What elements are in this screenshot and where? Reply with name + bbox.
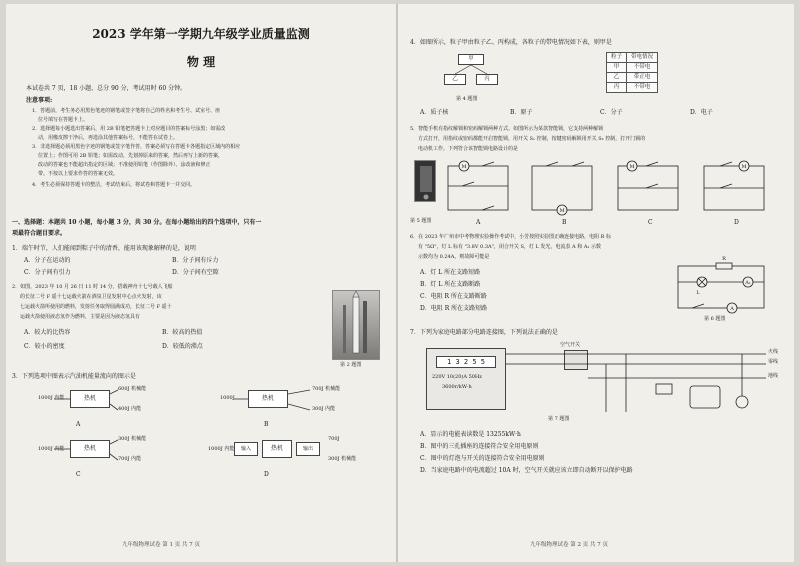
q3b-label: B — [264, 421, 269, 428]
q3d-output-box: 输出 — [296, 442, 320, 456]
meter-reading: 1 3 2 5 5 — [436, 356, 496, 368]
q2-option-a: A．较大的比热容 — [24, 329, 71, 336]
q7-option-c: C．图中的灯泡与开关的连接符合安全用电原则 — [420, 455, 545, 462]
q4-particle-left: 乙 — [444, 74, 466, 85]
q6-caption: 第 6 题图 — [704, 316, 726, 322]
page-2-footer: 九年级物理试卷 第 2 页 共 7 页 — [530, 542, 608, 548]
q5-line: 电动机工作。下列符合该智能锁电路设计的是 — [418, 146, 519, 152]
q5-circuit-diagrams — [442, 156, 782, 216]
notice-line: 4．考生必须保持答题卡的整洁，考试结束后，将试卷和答题卡一并交回。 — [32, 182, 196, 188]
q6-line: 6．在 2023 年广州市中考物理实验操作考试中，小芳按照实验图正确连接电路，电阻 R 标 — [410, 234, 612, 240]
q5-label-a: A — [476, 219, 481, 226]
smart-phone-photo — [414, 160, 436, 202]
q3c-label: C — [76, 471, 81, 478]
q2-option-d: D．较低的沸点 — [162, 343, 203, 350]
q7-caption: 第 7 题图 — [548, 416, 570, 422]
notice-line: 1．答题前，考生务必用黑色笔迹的钢笔或签字笔将自己的姓名和考生号、试室号、座 — [32, 108, 221, 114]
svg-text:M: M — [461, 164, 467, 170]
section-heading: 一、选择题：本题共 10 小题，每小题 3 分，共 30 分。在每小题给出的四个选项中，只有一 — [12, 219, 262, 226]
svg-text:M: M — [629, 164, 635, 170]
meter-spec: 220V 10(20)A 50Hz — [432, 374, 482, 380]
air-switch-label: 空气开关 — [560, 342, 581, 348]
q1-option-b: B．分子间有斥力 — [172, 257, 219, 264]
q3d-input-box: 输入 — [234, 442, 258, 456]
q3a-engine-box: 热机 — [70, 390, 110, 408]
table-cell: 不带电 — [627, 83, 658, 93]
q7-option-b: B．图中的三孔插座的连接符合安全用电原则 — [420, 443, 539, 450]
notice-line: 改动的答案也不能超出指定的区域；不准使用铅笔（作图除外）、涂改液和修正 — [38, 162, 211, 168]
q3a-out2: 400J 内能 — [118, 406, 142, 412]
q7-stem: 7．下列为家庭电路部分电路连接图，下列说法正确的是 — [410, 329, 558, 336]
q1-option-d: D．分子间有空隙 — [172, 269, 219, 276]
table-cell: 丙 — [607, 83, 627, 93]
q2-line: 七运载火箭所使用的燃料，发射任务取得圆满成功，长征二号 F 遥十 — [20, 304, 172, 310]
q3c-arrows — [52, 432, 152, 472]
notice-line: 动，用橡皮擦干净后，再选涂其他答案标号，不能答在试卷上。 — [38, 135, 179, 141]
q4-caption: 第 4 题图 — [456, 96, 478, 102]
table-cell: 乙 — [607, 73, 627, 83]
q3b-engine-box: 热机 — [248, 390, 288, 408]
q7-option-d: D．当家庭电路中的电流超过 10A 时，空气开关就应该立即自动断开以保护电路 — [420, 467, 633, 474]
q3a-arrows — [52, 382, 152, 422]
svg-text:A₁: A₁ — [745, 280, 751, 286]
wire-ground: 地线 — [768, 373, 779, 379]
rocket-photo — [332, 290, 380, 360]
q3d-input: 1000J 内能 — [208, 446, 235, 452]
q7-option-a: A．显示的电能表读数是 13255kW·h — [420, 431, 521, 438]
q3a-out1: 600J 机械能 — [118, 386, 147, 392]
q2-line: 运载火箭使用液态氢作为燃料，主要是因为液态氢具有 — [20, 314, 141, 320]
q4-stem: 4．如图所示，粒子甲由粒子乙、丙构成，各粒子的带电情况如下表，则甲是 — [410, 39, 612, 46]
q5-caption: 第 5 题图 — [410, 218, 432, 224]
svg-text:R: R — [722, 256, 726, 262]
q4-particle-top: 甲 — [458, 54, 484, 65]
notice-line: 3．非选择题必须用黑色字迹的钢笔或签字笔作答，答案必须写在答题卡各题指定区域内的相应 — [32, 144, 241, 150]
q1-option-c: C．分子间有引力 — [24, 269, 71, 276]
table-cell: 甲 — [607, 63, 627, 73]
q6-line: 有 "5Ω"，灯 L 标有 "3.8V 0.3A"，闭合开关 S，灯 L 发光，电流表 A 和 A₁ 示数 — [418, 244, 602, 250]
q6-option-a: A．灯 L 所在支路短路 — [420, 269, 481, 276]
q3-stem: 3．下列选项中图表示汽油机能量流向的图示是 — [12, 373, 136, 380]
q3b-arrows — [232, 382, 332, 422]
q2-option-b: B．较高的热值 — [162, 329, 203, 336]
page-1-footer: 九年级物理试卷 第 1 页 共 7 页 — [122, 542, 200, 548]
page-fold — [396, 4, 398, 562]
q2-line: 2．如图，2023 年 10 月 26 日 11 时 14 分，搭载神舟十七号载人飞船 — [12, 284, 173, 290]
q5-label-b: B — [562, 219, 567, 226]
table-header: 粒子 — [607, 53, 627, 63]
table-cell: 带正电 — [627, 73, 658, 83]
wire-neutral: 零线 — [768, 359, 779, 365]
q6-line: 示数均为 0.24A，则故障可能是 — [418, 254, 490, 260]
q5-label-d: D — [734, 219, 739, 226]
q3c-input: 1000J 内能 — [38, 446, 65, 452]
exam-title: 2023 学年第一学期九年级学业质量监测 — [92, 27, 310, 41]
q4-option-d: D．电子 — [690, 109, 713, 116]
table-cell: 不带电 — [627, 63, 658, 73]
section-heading-cont: 项最符合题目要求。 — [12, 230, 67, 237]
page-1 — [12, 12, 390, 552]
q5-line: 方式打开，用指纹或密码都能开启智能锁，用开关 S₁ 控制，按键密码解锁用开关 S₂ 控制，打开门锁的 — [418, 136, 646, 142]
q3b-input: 1000J — [220, 395, 235, 401]
q2-option-c: C．较小的密度 — [24, 343, 65, 350]
q6-option-d: D．电阻 R 所在支路短路 — [420, 305, 488, 312]
svg-text:L: L — [696, 290, 700, 296]
q3c-out1: 300J 机械能 — [118, 436, 147, 442]
q3b-out1: 700J 机械能 — [312, 386, 341, 392]
q1-stem: 1．端午时节，人们能闻到粽子中的清香，能用该现象解释的是，说明 — [12, 245, 196, 252]
notice-line: 位号填写在答题卡上。 — [38, 117, 89, 123]
svg-text:A: A — [730, 306, 734, 312]
notice-line: 2．选择题每小题选出答案后，用 2B 铅笔把答题卡上对应题目的答案标号涂黑；如需改 — [32, 126, 226, 132]
q6-option-c: C．电阻 R 所在支路断路 — [420, 293, 487, 300]
notice-heading: 注意事项: — [26, 97, 53, 104]
notice-line: 位置上；作图可用 2B 铅笔；如需改动，先划掉原来的答案，然后再写上新的答案， — [38, 153, 224, 159]
intro-text: 本试卷共 7 页，18 小题，总分 90 分，考试用时 60 分钟。 — [26, 85, 187, 92]
q5-line: 5．智能手机有指纹解锁和密码解锁两种方式。如图所示为某款智能锁，它支持两种解锁 — [410, 126, 604, 132]
table-header: 带电情况 — [627, 53, 658, 63]
phone-icon — [415, 161, 437, 203]
q4-connector-lines — [450, 64, 500, 76]
q3d-label: D — [264, 471, 269, 478]
q4-particle-right: 丙 — [476, 74, 498, 85]
q4-option-a: A．质子核 — [420, 109, 449, 116]
q3a-input: 1000J 内能 — [38, 395, 65, 401]
q4-option-c: C．分子 — [600, 109, 623, 116]
q1-option-a: A．分子在运动的 — [24, 257, 71, 264]
q2-caption: 第 2 题图 — [340, 362, 362, 368]
q3a-label: A — [76, 421, 81, 428]
svg-text:M: M — [741, 164, 747, 170]
q3b-out2: 300J 内能 — [312, 406, 336, 412]
q3d-engine-box: 热机 — [262, 440, 292, 458]
svg-text:M: M — [559, 208, 565, 214]
q3d-out2: 300J 机械能 — [328, 456, 357, 462]
q5-label-c: C — [648, 219, 653, 226]
q4-option-b: B．原子 — [510, 109, 533, 116]
subject-title: 物 理 — [186, 55, 216, 69]
q3c-engine-box: 热机 — [70, 440, 110, 458]
notice-line: 带。不按以上要求作答的答案无效。 — [38, 171, 119, 177]
q3c-out2: 700J 内能 — [118, 456, 142, 462]
wire-live: 火线 — [768, 349, 779, 355]
meter-impulse: 3600r/kW·h — [442, 384, 472, 390]
q6-option-b: B．灯 L 所在支路断路 — [420, 281, 481, 288]
q4-charge-table — [606, 52, 658, 93]
page-2 — [410, 12, 788, 552]
q3d-out1: 700J — [328, 436, 340, 442]
q6-circuit — [672, 256, 772, 314]
rocket-icon — [333, 291, 381, 361]
q2-line: 的长征二号 F 遥十七运载火箭在酒泉卫星发射中心点火发射，该 — [20, 294, 162, 300]
